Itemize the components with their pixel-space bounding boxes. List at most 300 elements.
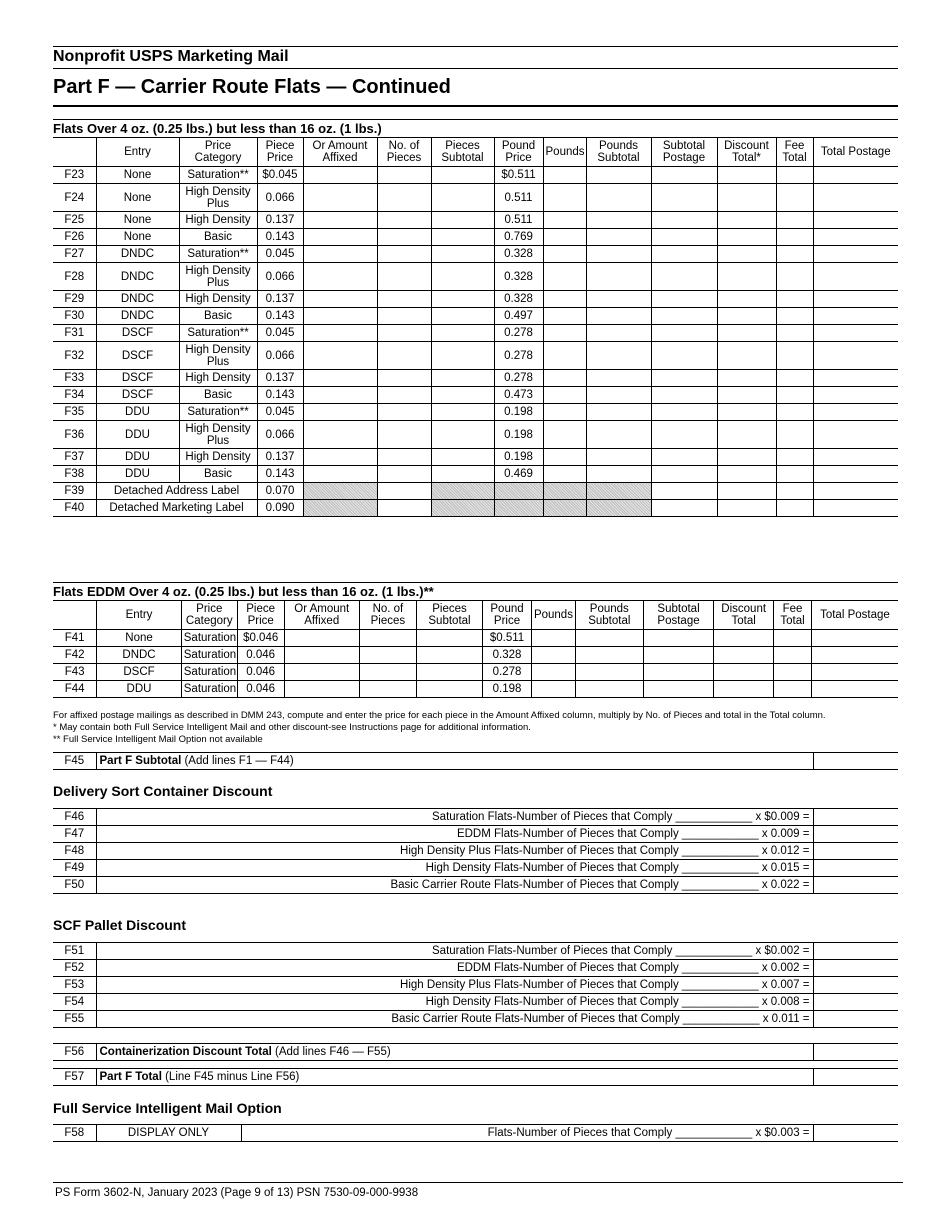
discount-description bbox=[96, 960, 813, 977]
discount-total-field[interactable] bbox=[717, 229, 776, 246]
pieces-subtotal-field[interactable] bbox=[431, 263, 494, 291]
price-category-cell: High Density Plus bbox=[179, 184, 257, 212]
discount-total-field[interactable] bbox=[717, 404, 776, 421]
amount-affixed-field[interactable] bbox=[303, 212, 377, 229]
piece-price-cell: 0.045 bbox=[257, 246, 303, 263]
entry-cell: DDU bbox=[96, 466, 179, 483]
pieces-field[interactable] bbox=[359, 664, 416, 681]
pieces-field[interactable] bbox=[377, 483, 431, 500]
pieces-field[interactable] bbox=[359, 647, 416, 664]
pounds-subtotal-field[interactable] bbox=[586, 370, 651, 387]
amount-affixed-field[interactable] bbox=[303, 342, 377, 370]
pounds-subtotal-field[interactable] bbox=[586, 325, 651, 342]
pounds-field[interactable] bbox=[543, 421, 586, 449]
table-row bbox=[53, 212, 898, 229]
pounds-subtotal-field[interactable] bbox=[575, 681, 643, 698]
pound-price-cell: 0.198 bbox=[483, 681, 532, 698]
discount-description bbox=[96, 860, 813, 877]
fee-total-field[interactable] bbox=[776, 229, 813, 246]
discount-amount-field[interactable] bbox=[813, 809, 898, 826]
discount-rate: x 0.012 = bbox=[761, 845, 810, 857]
pounds-field[interactable] bbox=[543, 229, 586, 246]
footer-rule bbox=[53, 1182, 903, 1183]
subtotal-postage-field[interactable] bbox=[651, 291, 717, 308]
pieces-field[interactable] bbox=[377, 387, 431, 404]
subtotal-postage-field[interactable] bbox=[651, 167, 717, 184]
pounds-field[interactable] bbox=[543, 167, 586, 184]
pieces-field[interactable] bbox=[377, 167, 431, 184]
discount-amount-field[interactable] bbox=[813, 860, 898, 877]
line-number: F37 bbox=[53, 449, 96, 466]
pieces-field[interactable] bbox=[377, 404, 431, 421]
pounds-subtotal-field[interactable] bbox=[575, 647, 643, 664]
line-number: F51 bbox=[53, 943, 96, 960]
pounds-subtotal-field[interactable] bbox=[586, 167, 651, 184]
eddm-table bbox=[53, 600, 898, 698]
pieces-field[interactable] bbox=[377, 212, 431, 229]
amount-affixed-field[interactable] bbox=[303, 229, 377, 246]
pound-price-cell: 0.198 bbox=[494, 449, 543, 466]
price-category-cell: High Density bbox=[179, 370, 257, 387]
discount-total-field[interactable] bbox=[717, 387, 776, 404]
fee-total-field[interactable] bbox=[776, 466, 813, 483]
amount-affixed-field[interactable] bbox=[284, 647, 359, 664]
pieces-subtotal-field[interactable] bbox=[431, 308, 494, 325]
subtotal-postage-field[interactable] bbox=[651, 387, 717, 404]
pieces-subtotal-field[interactable] bbox=[431, 229, 494, 246]
pieces-subtotal-field[interactable] bbox=[431, 167, 494, 184]
pounds-subtotal-field[interactable] bbox=[575, 630, 643, 647]
piece-price-cell: 0.143 bbox=[257, 466, 303, 483]
delivery-sort-title: Delivery Sort Container Discount bbox=[53, 783, 273, 799]
line-number: F47 bbox=[53, 826, 96, 843]
total-postage-field[interactable] bbox=[811, 681, 898, 698]
line-number: F41 bbox=[53, 630, 97, 647]
discount-text: EDDM Flats-Number of Pieces that Comply ____________ bbox=[456, 962, 759, 974]
pounds-subtotal-field[interactable] bbox=[586, 291, 651, 308]
subtotal-postage-field[interactable] bbox=[651, 483, 717, 500]
fee-total-field[interactable] bbox=[776, 246, 813, 263]
discount-total-field[interactable] bbox=[717, 483, 776, 500]
amount-affixed-field[interactable] bbox=[303, 449, 377, 466]
pieces-subtotal-field[interactable] bbox=[431, 184, 494, 212]
pieces-subtotal-field[interactable] bbox=[431, 387, 494, 404]
subtotal-postage-field[interactable] bbox=[651, 263, 717, 291]
flats-col-header: Discount Total* bbox=[717, 138, 776, 167]
discount-total-field[interactable] bbox=[717, 308, 776, 325]
pounds-subtotal-field[interactable] bbox=[586, 466, 651, 483]
amount-affixed-field[interactable] bbox=[303, 404, 377, 421]
pieces-subtotal-field[interactable] bbox=[431, 370, 494, 387]
discount-total-field[interactable] bbox=[717, 291, 776, 308]
scf-pallet-title: SCF Pallet Discount bbox=[53, 917, 187, 933]
pounds-field[interactable] bbox=[543, 325, 586, 342]
amount-affixed-field[interactable] bbox=[303, 167, 377, 184]
table-row bbox=[53, 826, 898, 843]
fee-total-field[interactable] bbox=[776, 291, 813, 308]
flats-section-title: Flats Over 4 oz. (0.25 lbs.) but less than 16 oz. (1 lbs.) bbox=[53, 121, 382, 136]
fee-total-field[interactable] bbox=[776, 325, 813, 342]
eddm-section-title: Flats EDDM Over 4 oz. (0.25 lbs.) but less than 16 oz. (1 lbs.)** bbox=[53, 584, 434, 599]
eddm-col-header: Pounds Subtotal bbox=[575, 601, 643, 630]
price-category-cell: High Density Plus bbox=[179, 263, 257, 291]
amount-affixed-field[interactable] bbox=[303, 184, 377, 212]
total-postage-field[interactable] bbox=[813, 483, 898, 500]
amount-affixed-field[interactable] bbox=[284, 664, 359, 681]
amount-affixed-field[interactable] bbox=[284, 681, 359, 698]
pound-price-cell: 0.278 bbox=[494, 325, 543, 342]
subtotal-postage-field[interactable] bbox=[651, 466, 717, 483]
pieces-subtotal-field[interactable] bbox=[416, 664, 482, 681]
discount-total-field[interactable] bbox=[714, 647, 774, 664]
discount-total-field[interactable] bbox=[717, 449, 776, 466]
flats-col-header: Entry bbox=[96, 138, 179, 167]
pounds-field[interactable] bbox=[543, 342, 586, 370]
pieces-subtotal-field[interactable] bbox=[431, 404, 494, 421]
fee-total-field[interactable] bbox=[776, 308, 813, 325]
discount-total-field[interactable] bbox=[717, 212, 776, 229]
pieces-subtotal-field[interactable] bbox=[431, 246, 494, 263]
amount-affixed-field[interactable] bbox=[303, 370, 377, 387]
flats-col-header: Fee Total bbox=[776, 138, 813, 167]
pieces-field[interactable] bbox=[377, 325, 431, 342]
pound-price-cell: $0.511 bbox=[494, 167, 543, 184]
line-number: F27 bbox=[53, 246, 96, 263]
f58-amount-field[interactable] bbox=[813, 1125, 898, 1142]
f56-label: Containerization Discount Total (Add lines F46 — F55) bbox=[96, 1044, 813, 1061]
table-row bbox=[53, 308, 898, 325]
total-postage-field[interactable] bbox=[813, 387, 898, 404]
amount-affixed-field[interactable] bbox=[303, 308, 377, 325]
entry-cell: DSCF bbox=[96, 342, 179, 370]
discount-total-field[interactable] bbox=[717, 500, 776, 517]
pieces-field[interactable] bbox=[377, 263, 431, 291]
pieces-field[interactable] bbox=[377, 421, 431, 449]
fee-total-field[interactable] bbox=[776, 263, 813, 291]
pieces-field[interactable] bbox=[377, 370, 431, 387]
pounds-field[interactable] bbox=[531, 664, 575, 681]
pieces-subtotal-field[interactable] bbox=[431, 325, 494, 342]
amount-affixed-field[interactable] bbox=[303, 291, 377, 308]
discount-rate: x 0.007 = bbox=[761, 979, 810, 991]
line-number: F50 bbox=[53, 877, 96, 894]
price-category-cell: Saturation bbox=[181, 630, 237, 647]
pieces-subtotal-field[interactable] bbox=[416, 630, 482, 647]
fee-total-field[interactable] bbox=[776, 167, 813, 184]
total-postage-field[interactable] bbox=[813, 291, 898, 308]
subtotal-postage-field[interactable] bbox=[651, 325, 717, 342]
pieces-subtotal-field[interactable] bbox=[431, 342, 494, 370]
pounds-field[interactable] bbox=[543, 263, 586, 291]
discount-amount-field[interactable] bbox=[813, 877, 898, 894]
amount-affixed-field[interactable] bbox=[303, 246, 377, 263]
line-number: F57 bbox=[53, 1069, 96, 1086]
discount-total-field[interactable] bbox=[714, 681, 774, 698]
fee-total-field[interactable] bbox=[776, 404, 813, 421]
pounds-field[interactable] bbox=[543, 404, 586, 421]
subtotal-postage-field[interactable] bbox=[651, 308, 717, 325]
discount-rate: x 0.008 = bbox=[761, 996, 810, 1008]
pounds-subtotal-field[interactable] bbox=[586, 404, 651, 421]
fsim-table bbox=[53, 1124, 898, 1142]
pounds-field[interactable] bbox=[543, 308, 586, 325]
amount-affixed-field[interactable] bbox=[303, 421, 377, 449]
pounds-subtotal-field[interactable] bbox=[586, 421, 651, 449]
discount-description bbox=[96, 809, 813, 826]
fee-total-field[interactable] bbox=[776, 483, 813, 500]
total-postage-field[interactable] bbox=[813, 263, 898, 291]
discount-amount-field[interactable] bbox=[813, 977, 898, 994]
pieces-field[interactable] bbox=[377, 342, 431, 370]
discount-amount-field[interactable] bbox=[813, 843, 898, 860]
subtotal-postage-field[interactable] bbox=[651, 449, 717, 466]
total-postage-field[interactable] bbox=[813, 308, 898, 325]
subtotal-postage-field[interactable] bbox=[651, 229, 717, 246]
pounds-subtotal-field[interactable] bbox=[586, 308, 651, 325]
subtotal-postage-field[interactable] bbox=[643, 630, 713, 647]
pieces-field[interactable] bbox=[377, 308, 431, 325]
subtotal-postage-field[interactable] bbox=[651, 212, 717, 229]
amount-affixed-field[interactable] bbox=[303, 325, 377, 342]
entry-cell: None bbox=[96, 167, 179, 184]
discount-total-field[interactable] bbox=[717, 342, 776, 370]
pounds-subtotal-field[interactable] bbox=[586, 184, 651, 212]
subtotal-postage-field[interactable] bbox=[643, 681, 713, 698]
fee-total-field[interactable] bbox=[774, 664, 812, 681]
discount-total-field[interactable] bbox=[717, 184, 776, 212]
pieces-field[interactable] bbox=[359, 681, 416, 698]
subtotal-postage-field[interactable] bbox=[651, 370, 717, 387]
pound-price-cell: 0.511 bbox=[494, 184, 543, 212]
pieces-field[interactable] bbox=[359, 630, 416, 647]
total-postage-field[interactable] bbox=[813, 404, 898, 421]
pound-price-cell: 0.198 bbox=[494, 421, 543, 449]
discount-total-field[interactable] bbox=[717, 263, 776, 291]
pounds-subtotal-field[interactable] bbox=[586, 387, 651, 404]
entry-cell: None bbox=[96, 229, 179, 246]
line-number: F55 bbox=[53, 1011, 96, 1028]
entry-cell: DSCF bbox=[96, 387, 179, 404]
table-row bbox=[53, 483, 898, 500]
discount-amount-field[interactable] bbox=[813, 943, 898, 960]
price-category-cell: Basic bbox=[179, 308, 257, 325]
pounds-field[interactable] bbox=[543, 291, 586, 308]
discount-total-field[interactable] bbox=[717, 167, 776, 184]
pounds-field[interactable] bbox=[531, 647, 575, 664]
piece-price-cell: 0.143 bbox=[257, 387, 303, 404]
line-number: F46 bbox=[53, 809, 96, 826]
eddm-col-header: Price Category bbox=[181, 601, 237, 630]
fee-total-field[interactable] bbox=[776, 421, 813, 449]
table-row bbox=[53, 167, 898, 184]
pieces-field[interactable] bbox=[377, 246, 431, 263]
fee-total-field[interactable] bbox=[776, 449, 813, 466]
discount-text: Basic Carrier Route Flats-Number of Pieces that Comply ____________ bbox=[390, 879, 759, 891]
pounds-field[interactable] bbox=[543, 370, 586, 387]
total-postage-field[interactable] bbox=[813, 212, 898, 229]
pounds-field[interactable] bbox=[531, 681, 575, 698]
amount-affixed-field[interactable] bbox=[303, 387, 377, 404]
pounds-field[interactable] bbox=[543, 184, 586, 212]
entry-cell: DDU bbox=[97, 681, 182, 698]
piece-price-cell: 0.137 bbox=[257, 291, 303, 308]
amount-affixed-field[interactable] bbox=[303, 466, 377, 483]
entry-cell: DNDC bbox=[96, 246, 179, 263]
line-number: F31 bbox=[53, 325, 96, 342]
line-number: F42 bbox=[53, 647, 97, 664]
pieces-field[interactable] bbox=[377, 466, 431, 483]
discount-total-field[interactable] bbox=[714, 664, 774, 681]
pieces-subtotal-field[interactable] bbox=[431, 421, 494, 449]
pieces-subtotal-field[interactable] bbox=[416, 681, 482, 698]
pounds-subtotal-field[interactable] bbox=[586, 263, 651, 291]
fee-total-field[interactable] bbox=[776, 370, 813, 387]
shaded-cell bbox=[586, 483, 651, 500]
total-postage-field[interactable] bbox=[813, 421, 898, 449]
shaded-cell bbox=[543, 483, 586, 500]
pieces-subtotal-field[interactable] bbox=[416, 647, 482, 664]
table-row bbox=[53, 291, 898, 308]
pounds-subtotal-field[interactable] bbox=[586, 342, 651, 370]
eddm-col-header: Discount Total bbox=[714, 601, 774, 630]
pieces-field[interactable] bbox=[377, 184, 431, 212]
pounds-subtotal-field[interactable] bbox=[586, 449, 651, 466]
discount-amount-field[interactable] bbox=[813, 1011, 898, 1028]
discount-text: High Density Plus Flats-Number of Pieces that Comply ____________ bbox=[400, 979, 759, 991]
total-postage-field[interactable] bbox=[813, 449, 898, 466]
total-postage-field[interactable] bbox=[813, 342, 898, 370]
entry-cell: DNDC bbox=[96, 263, 179, 291]
line-number: F32 bbox=[53, 342, 96, 370]
piece-price-cell: 0.045 bbox=[257, 404, 303, 421]
pounds-field[interactable] bbox=[543, 449, 586, 466]
total-postage-field[interactable] bbox=[811, 647, 898, 664]
discount-total-field[interactable] bbox=[717, 370, 776, 387]
discount-text: EDDM Flats-Number of Pieces that Comply ____________ bbox=[456, 828, 759, 840]
pieces-field[interactable] bbox=[377, 291, 431, 308]
subtotal-postage-field[interactable] bbox=[651, 421, 717, 449]
pounds-field[interactable] bbox=[543, 387, 586, 404]
total-postage-field[interactable] bbox=[811, 664, 898, 681]
table-row bbox=[53, 943, 898, 960]
fee-total-field[interactable] bbox=[774, 630, 812, 647]
price-category-cell: High Density bbox=[179, 449, 257, 466]
pieces-subtotal-field[interactable] bbox=[431, 466, 494, 483]
pounds-field[interactable] bbox=[543, 212, 586, 229]
discount-description bbox=[96, 994, 813, 1011]
discount-amount-field[interactable] bbox=[813, 960, 898, 977]
pound-price-cell: 0.469 bbox=[494, 466, 543, 483]
line-number: F53 bbox=[53, 977, 96, 994]
subtotal-postage-field[interactable] bbox=[651, 500, 717, 517]
pieces-subtotal-field[interactable] bbox=[431, 449, 494, 466]
subtotal-postage-field[interactable] bbox=[643, 664, 713, 681]
table-row bbox=[53, 630, 898, 647]
subtotal-postage-field[interactable] bbox=[651, 404, 717, 421]
pounds-field[interactable] bbox=[543, 246, 586, 263]
subtotal-postage-field[interactable] bbox=[651, 184, 717, 212]
display-only-label: DISPLAY ONLY bbox=[96, 1125, 241, 1142]
pounds-subtotal-field[interactable] bbox=[575, 664, 643, 681]
table-row bbox=[53, 960, 898, 977]
discount-amount-field[interactable] bbox=[813, 826, 898, 843]
discount-total-field[interactable] bbox=[717, 246, 776, 263]
pounds-field[interactable] bbox=[531, 630, 575, 647]
discount-total-field[interactable] bbox=[717, 466, 776, 483]
note-double-star: ** Full Service Intelligent Mail Option not available bbox=[53, 734, 263, 745]
entry-cell: None bbox=[97, 630, 182, 647]
total-postage-field[interactable] bbox=[813, 184, 898, 212]
entry-cell: DSCF bbox=[97, 664, 182, 681]
entry-cell: DNDC bbox=[96, 308, 179, 325]
total-postage-field[interactable] bbox=[813, 246, 898, 263]
fee-total-field[interactable] bbox=[774, 681, 812, 698]
f45-amount-field[interactable] bbox=[813, 753, 898, 770]
flats-col-header: Piece Price bbox=[257, 138, 303, 167]
f57-amount-field[interactable] bbox=[813, 1069, 898, 1086]
price-category-cell: Saturation** bbox=[179, 404, 257, 421]
header-rule bbox=[53, 68, 898, 69]
eddm-col-header: Fee Total bbox=[774, 601, 812, 630]
piece-price-cell: 0.143 bbox=[257, 229, 303, 246]
table-row bbox=[53, 342, 898, 370]
line-number: F35 bbox=[53, 404, 96, 421]
total-postage-field[interactable] bbox=[813, 167, 898, 184]
subtotal-postage-field[interactable] bbox=[651, 246, 717, 263]
discount-description bbox=[96, 843, 813, 860]
fee-total-field[interactable] bbox=[774, 647, 812, 664]
f56-amount-field[interactable] bbox=[813, 1044, 898, 1061]
discount-total-field[interactable] bbox=[714, 630, 774, 647]
total-postage-field[interactable] bbox=[813, 500, 898, 517]
subtotal-postage-field[interactable] bbox=[643, 647, 713, 664]
fee-total-field[interactable] bbox=[776, 387, 813, 404]
form-series-title: Nonprofit USPS Marketing Mail bbox=[53, 48, 289, 65]
total-postage-field[interactable] bbox=[813, 466, 898, 483]
line-number: F36 bbox=[53, 421, 96, 449]
pounds-subtotal-field[interactable] bbox=[586, 246, 651, 263]
total-postage-field[interactable] bbox=[813, 229, 898, 246]
discount-total-field[interactable] bbox=[717, 421, 776, 449]
flats-col-header: No. of Pieces bbox=[377, 138, 431, 167]
amount-affixed-field[interactable] bbox=[303, 263, 377, 291]
pounds-field[interactable] bbox=[543, 466, 586, 483]
fee-total-field[interactable] bbox=[776, 500, 813, 517]
total-postage-field[interactable] bbox=[811, 630, 898, 647]
pieces-field[interactable] bbox=[377, 500, 431, 517]
pounds-subtotal-field[interactable] bbox=[586, 212, 651, 229]
pieces-field[interactable] bbox=[377, 229, 431, 246]
amount-affixed-field[interactable] bbox=[284, 630, 359, 647]
pieces-field[interactable] bbox=[377, 449, 431, 466]
total-postage-field[interactable] bbox=[813, 325, 898, 342]
title-rule bbox=[53, 105, 898, 107]
fee-total-field[interactable] bbox=[776, 212, 813, 229]
pounds-subtotal-field[interactable] bbox=[586, 229, 651, 246]
discount-total-field[interactable] bbox=[717, 325, 776, 342]
flats-col-header: Pounds bbox=[543, 138, 586, 167]
pieces-subtotal-field[interactable] bbox=[431, 291, 494, 308]
subtotal-postage-field[interactable] bbox=[651, 342, 717, 370]
eddm-col-header: Or Amount Affixed bbox=[284, 601, 359, 630]
fee-total-field[interactable] bbox=[776, 184, 813, 212]
line-number: F58 bbox=[53, 1125, 96, 1142]
discount-amount-field[interactable] bbox=[813, 994, 898, 1011]
pieces-subtotal-field[interactable] bbox=[431, 212, 494, 229]
fee-total-field[interactable] bbox=[776, 342, 813, 370]
piece-price-cell: 0.143 bbox=[257, 308, 303, 325]
total-postage-field[interactable] bbox=[813, 370, 898, 387]
